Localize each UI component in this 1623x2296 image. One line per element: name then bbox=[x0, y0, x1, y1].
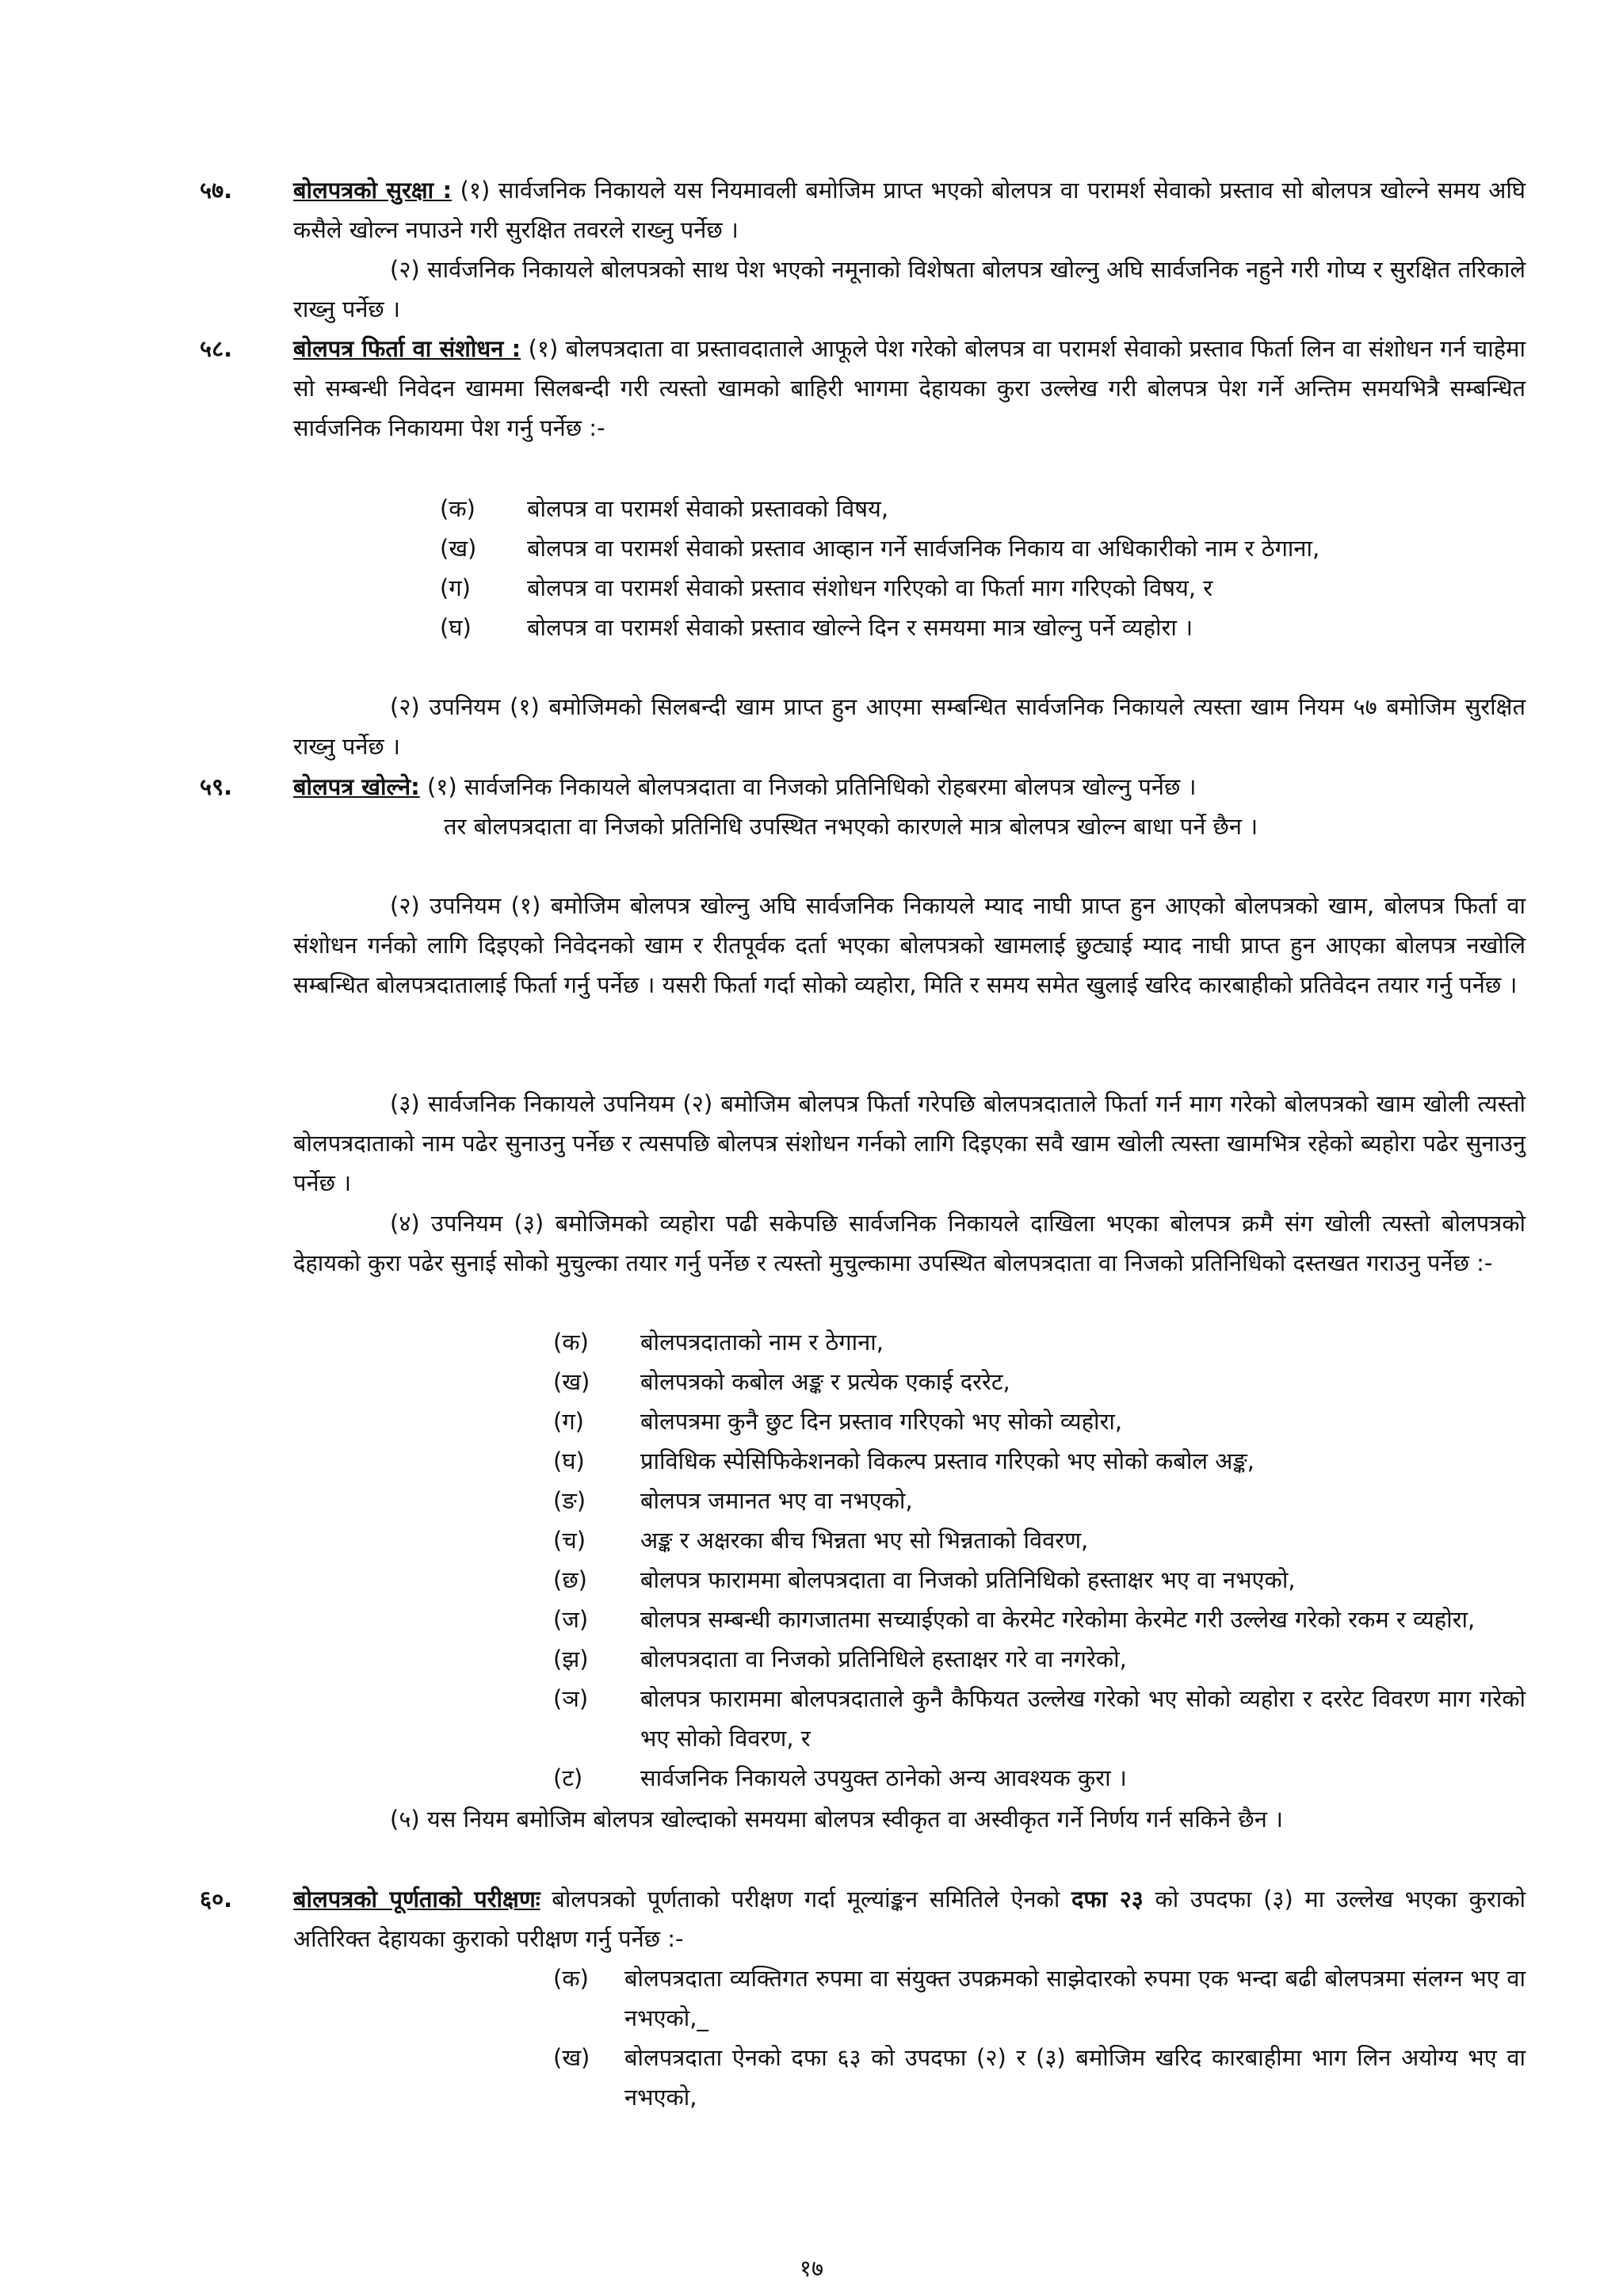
list-item bbox=[553, 1639, 1526, 1679]
list-item bbox=[440, 568, 1526, 608]
list-item bbox=[440, 608, 1526, 647]
list-item bbox=[553, 1958, 1526, 2038]
paragraph bbox=[293, 329, 1526, 448]
rule-58 bbox=[200, 329, 1526, 448]
item-marker: (घ) bbox=[553, 1447, 585, 1474]
rule-59 bbox=[200, 767, 1526, 807]
list-item bbox=[440, 489, 1526, 528]
rule-title: बोलपत्रको सुरक्षा : bbox=[293, 177, 453, 204]
item-text: सार्वजनिक निकायले उपयुक्त ठानेको अन्य आवश्यक कुरा । bbox=[640, 1764, 1127, 1791]
rule-59-sub4 bbox=[293, 1203, 1526, 1283]
item-text: बोलपत्र जमानत भए वा नभएको, bbox=[640, 1487, 913, 1514]
paragraph-text: बोलपत्रको पूर्णताको परीक्षण गर्दा मूल्यांङ्कन समितिले ऐनको bbox=[552, 1886, 1060, 1913]
item-text: बोलपत्र वा परामर्श सेवाको प्रस्तावको विषय, bbox=[527, 495, 889, 522]
item-marker: (क) bbox=[553, 1965, 589, 1992]
paragraph: (३) सार्वजनिक निकायले उपनियम (२) बमोजिम बोलपत्र फिर्ता गरेपछि बोलपत्रदाताले फिर्ता गर्न माग गरेको बोलपत्रको खाम खोली त्यस्तो बोलपत्रदाताको नाम पढेर सुनाउनु पर्नेछ र त्यसपछि बोलपत्र संशोधन गर्नको लागि दिइएका सवै खाम खोली त्यस्ता खामभित्र रहेको ब्यहोरा पढेर सुनाउनु पर्नेछ । bbox=[293, 1090, 1526, 1196]
item-text: बोलपत्रदाता ऐनको दफा ६३ को उपदफा (२) र (३) बमोजिम खरिद कारबाहीमा भाग लिन अयोग्य भए वा नभएको, bbox=[624, 2044, 1526, 2111]
bold-reference: दफा २३ bbox=[1071, 1886, 1144, 1913]
item-text: बोलपत्र सम्बन्धी कागजातमा सच्याईएको वा केरमेट गरेकोमा केरमेट गरी उल्लेख गरेको रकम र व्यहोरा, bbox=[640, 1606, 1476, 1633]
paragraph-text: को उपदफा (३) मा उल्लेख भएका कुराको अतिरिक्त देहायका कुराको परीक्षण गर्नु पर्नेछ :- bbox=[293, 1886, 1526, 1952]
list-item bbox=[553, 1758, 1526, 1798]
rule-58-list bbox=[440, 489, 1526, 647]
item-text: बोलपत्रको कबोल अङ्क र प्रत्येक एकाई दररेट, bbox=[640, 1368, 1010, 1395]
item-marker: (ख) bbox=[553, 2044, 590, 2071]
rule-number: ५७. bbox=[200, 177, 233, 204]
item-text: बोलपत्रदाता वा निजको प्रतिनिधिले हस्ताक्षर गरे वा नगरेको, bbox=[640, 1646, 1127, 1672]
item-text: अङ्क र अक्षरका बीच भिन्नता भए सो भिन्नताको विवरण, bbox=[640, 1527, 1089, 1554]
paragraph bbox=[293, 767, 1526, 807]
paragraph-text: (१) बोलपत्रदाता वा प्रस्तावदाताले आफूले पेश गरेको बोलपत्र वा परामर्श सेवाको प्रस्ताव फिर्ता लिन वा संशोधन गर्न चाहेमा सो सम्बन्धी निवेदन खाममा सिलबन्दी गरी त्यस्तो खामको बाहिरी भागमा देहायका कुरा उल्लेख गरी बोलपत्र पेश गर्ने अन्तिम समयभित्रै सम्बन्धित सार्वजनिक निकायमा पेश गर्नु पर्नेछ :- bbox=[293, 335, 1526, 441]
paragraph: (२) उपनियम (१) बमोजिमको सिलबन्दी खाम प्राप्त हुन आएमा सम्बन्धित सार्वजनिक निकायले त्यस्ता खाम नियम ५७ बमोजिम सुरक्षित राख्नु पर्नेछ । bbox=[293, 693, 1526, 760]
item-text: प्राविधिक स्पेसिफिकेशनको विकल्प प्रस्ताव गरिएको भए सोको कबोल अङ्क, bbox=[640, 1447, 1254, 1474]
item-marker: (ट) bbox=[553, 1764, 583, 1791]
item-marker: (च) bbox=[553, 1527, 586, 1554]
list-item bbox=[440, 528, 1526, 568]
paragraph-text: (१) सार्वजनिक निकायले बोलपत्रदाता वा निजको प्रतिनिधिको रोहबरमा बोलपत्र खोल्नु पर्नेछ । bbox=[426, 773, 1197, 800]
rule-59-sub3 bbox=[293, 1084, 1526, 1203]
paragraph bbox=[293, 1879, 1526, 1958]
item-text: बोलपत्रमा कुनै छुट दिन प्रस्ताव गरिएको भए सोको व्यहोरा, bbox=[640, 1408, 1123, 1435]
paragraph: (२) सार्वजनिक निकायले बोलपत्रको साथ पेश भएको नमूनाको विशेषता बोलपत्र खोल्नु अघि सार्वजनिक नहुने गरी गोप्य र सुरक्षित तरिकाले राख्नु पर्नेछ । bbox=[293, 256, 1526, 322]
rule-number: ६०. bbox=[200, 1886, 233, 1913]
item-text: बोलपत्र फाराममा बोलपत्रदाता वा निजको प्रतिनिधिको हस्ताक्षर भए वा नभएको, bbox=[640, 1566, 1296, 1593]
paragraph: (५) यस नियम बमोजिम बोलपत्र खोल्दाको समयमा बोलपत्र स्वीकृत वा अस्वीकृत गर्ने निर्णय गर्न सकिने छैन । bbox=[390, 1806, 1284, 1833]
rule-title: बोलपत्र फिर्ता वा संशोधन : bbox=[293, 335, 521, 362]
rule-59-sub5 bbox=[293, 1799, 1526, 1839]
paragraph bbox=[293, 170, 1526, 250]
list-item bbox=[553, 1481, 1526, 1520]
item-marker: (ङ) bbox=[553, 1487, 586, 1514]
list-item bbox=[553, 1560, 1526, 1600]
paragraph: (४) उपनियम (३) बमोजिमको व्यहोरा पढी सकेपछि सार्वजनिक निकायले दाखिला भएका बोलपत्र क्रमै संग खोली त्यस्तो बोलपत्रको देहायको कुरा पढेर सुनाई सोको मुचुल्का तयार गर्नु पर्नेछ र त्यस्तो मुचुल्कामा उपस्थित बोलपत्रदाता वा निजको प्रतिनिधिको दस्तखत गराउनु पर्नेछ :- bbox=[293, 1210, 1526, 1276]
rule-60-list bbox=[553, 1958, 1526, 2117]
rule-60 bbox=[200, 1879, 1526, 1958]
item-marker: (ख) bbox=[553, 1368, 590, 1395]
item-text: बोलपत्र वा परामर्श सेवाको प्रस्ताव संशोधन गरिएको वा फिर्ता माग गरिएको विषय, र bbox=[527, 574, 1213, 601]
list-item bbox=[553, 1362, 1526, 1402]
rule-57 bbox=[200, 170, 1526, 329]
rule-59-sub2 bbox=[293, 886, 1526, 1005]
item-text: बोलपत्र वा परामर्श सेवाको प्रस्ताव खोल्ने दिन र समयमा मात्र खोल्नु पर्ने व्यहोरा । bbox=[527, 614, 1193, 641]
rule-59-proviso bbox=[254, 807, 1526, 846]
item-marker: (झ) bbox=[553, 1646, 589, 1672]
list-item bbox=[553, 1441, 1526, 1481]
item-marker: (क) bbox=[553, 1329, 589, 1356]
item-text: बोलपत्रदाता व्यक्तिगत रुपमा वा संयुक्त उपक्रमको साझेदारको रुपमा एक भन्दा बढी बोलपत्रमा संलग्न भए वा नभएको,_ bbox=[624, 1965, 1526, 2031]
item-text: बोलपत्र वा परामर्श सेवाको प्रस्ताव आव्हान गर्ने सार्वजनिक निकाय वा अधिकारीको नाम र ठेगाना, bbox=[527, 535, 1320, 562]
page-number: १७ bbox=[799, 2255, 824, 2282]
rule-title: बोलपत्र खोल्ने: bbox=[293, 773, 420, 800]
rule-59-list bbox=[553, 1322, 1526, 1798]
list-item bbox=[553, 1402, 1526, 1441]
paragraph: (२) उपनियम (१) बमोजिम बोलपत्र खोल्नु अघि सार्वजनिक निकायले म्याद नाघी प्राप्त हुन आएको बोलपत्रको खाम, बोलपत्र फिर्ता वा संशोधन गर्नको लागि दिइएको निवेदनको खाम र रीतपूर्वक दर्ता भएका बोलपत्रको खामलाई छुट्याई म्याद नाघी प्राप्त हुन आएका बोलपत्र नखोलि सम्बन्धित बोलपत्रदातालाई फिर्ता गर्नु पर्नेछ । यसरी फिर्ता गर्दा सोको व्यहोरा, मिति र समय समेत खुलाई खरिद कारबाहीको प्रतिवेदन तयार गर्नु पर्नेछ । bbox=[293, 892, 1526, 998]
item-text: बोलपत्रदाताको नाम र ठेगाना, bbox=[640, 1329, 884, 1356]
list-item bbox=[553, 1322, 1526, 1362]
rule-title: बोलपत्रको पूर्णताको परीक्षणः bbox=[293, 1886, 540, 1913]
item-marker: (क) bbox=[440, 495, 475, 522]
paragraph-text: (१) सार्वजनिक निकायले यस नियमावली बमोजिम प्राप्त भएको बोलपत्र वा परामर्श सेवाको प्रस्ताव सो बोलपत्र खोल्ने समय अघि कसैले खोल्न नपाउने गरी सुरक्षित तवरले राख्नु पर्नेछ । bbox=[293, 177, 1526, 243]
proviso: तर बोलपत्रदाता वा निजको प्रतिनिधि उपस्थित नभएको कारणले मात्र बोलपत्र खोल्न बाधा पर्ने छैन । bbox=[444, 813, 1258, 840]
item-marker: (ग) bbox=[440, 574, 471, 601]
item-marker: (छ) bbox=[553, 1566, 587, 1593]
rule-number: ५९. bbox=[200, 773, 233, 800]
item-marker: (ञ) bbox=[553, 1685, 589, 1712]
list-item bbox=[553, 1600, 1526, 1639]
list-item bbox=[553, 2038, 1526, 2117]
list-item bbox=[553, 1679, 1526, 1758]
list-item bbox=[553, 1520, 1526, 1560]
item-marker: (ख) bbox=[440, 535, 477, 562]
item-marker: (घ) bbox=[440, 614, 472, 641]
rule-58-sub2 bbox=[293, 687, 1526, 766]
item-text: बोलपत्र फाराममा बोलपत्रदाताले कुनै कैफियत उल्लेख गरेको भए सोको व्यहोरा र दररेट विवरण माग गरेको भए सोको विवरण, र bbox=[640, 1685, 1526, 1752]
item-marker: (ज) bbox=[553, 1606, 589, 1633]
rule-number: ५८. bbox=[200, 335, 233, 362]
item-marker: (ग) bbox=[553, 1408, 584, 1435]
